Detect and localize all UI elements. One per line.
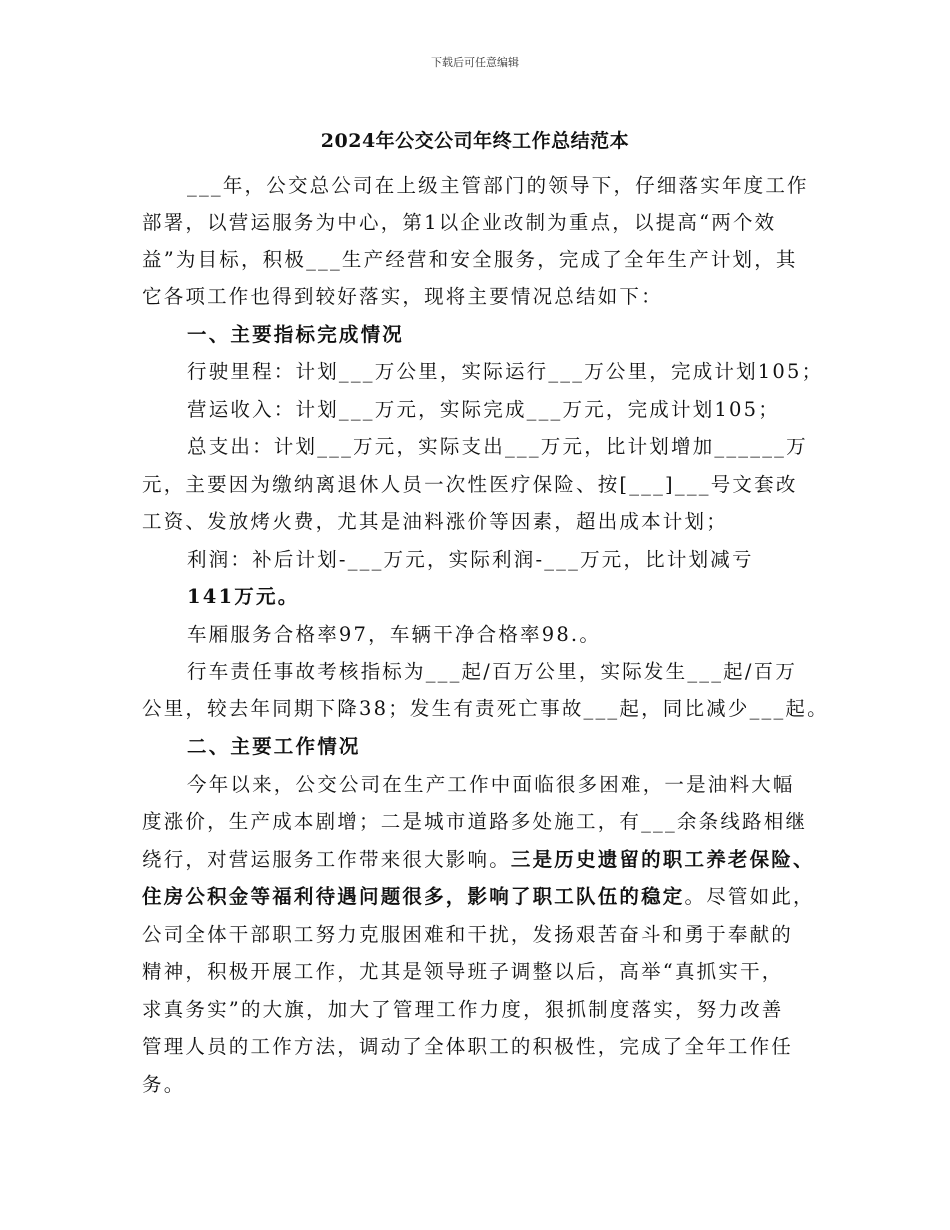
- paragraph-line: 益”为目标，积极___生产经营和安全服务，完成了全年生产计划，其: [142, 248, 798, 271]
- section-heading: 一、主要指标完成情况: [187, 323, 405, 346]
- paragraph-line: 管理人员的工作方法，调动了全体职工的积极性，完成了全年工作任: [142, 1035, 794, 1058]
- paragraph-line: 工资、发放烤火费，尤其是油料涨价等因素，超出成本计划；: [142, 510, 728, 533]
- paragraph-line: 利润：补后计划-___万元，实际利润-___万元，比计划减亏: [187, 548, 754, 571]
- paragraph-line: [142, 846, 822, 874]
- paragraph-line: 行车责任事故考核指标为___起/百万公里，实际发生___起/百万: [187, 660, 798, 683]
- paragraph-line: [142, 883, 822, 911]
- paragraph-fragment: 。尽管如此，: [684, 885, 815, 908]
- paragraph-line: 公里，较去年同期下降38；发生有责死亡事故___起，同比减少___起。: [142, 697, 829, 720]
- paragraph-line: 总支出：计划___万元，实际支出___万元，比计划增加______万: [187, 435, 808, 458]
- bold-fragment: 住房公积金等福利待遇问题很多，影响了职工队伍的稳定: [142, 885, 685, 908]
- paragraph-line: 它各项工作也得到较好落实，现将主要情况总结如下：: [142, 285, 663, 308]
- paragraph-line: 部署，以营运服务为中心，第1以企业改制为重点，以提高“两个效: [142, 211, 777, 234]
- paragraph-line: 营运收入：计划___万元，实际完成___万元，完成计划105；: [187, 398, 780, 421]
- paragraph-line: ___年，公交总公司在上级主管部门的领导下，仔细落实年度工作: [187, 174, 809, 197]
- paragraph-line: 度涨价，生产成本剧增；二是城市道路多处施工，有___余条线路相继: [142, 810, 808, 833]
- paragraph-line: 公司全体干部职工努力克服困难和干扰，发扬艰苦奋斗和勇于奉献的: [142, 923, 794, 946]
- paragraph-line: 精神，积极开展工作，尤其是领导班子调整以后，高举“真抓实干，: [142, 960, 784, 983]
- paragraph-fragment: 绕行，对营运服务工作带来很大影响。: [142, 848, 511, 871]
- bold-fragment: 三是历史遗留的职工养老保险、: [510, 848, 815, 871]
- paragraph-line: 今年以来，公交公司在生产工作中面临很多困难，一是油料大幅: [187, 773, 795, 796]
- paragraph-line: 车厢服务合格率97，车辆干净合格率98.。: [187, 623, 602, 646]
- document-title: 2024年公交公司年终工作总结范本: [320, 130, 630, 152]
- paragraph-line: 141万元。: [187, 585, 300, 608]
- paragraph-line: 求真务实”的大旗，加大了管理工作力度，狠抓制度落实，努力改善: [142, 998, 784, 1021]
- paragraph-line: 务。: [142, 1073, 186, 1096]
- paragraph-line: 元，主要因为缴纳离退休人员一次性医疗保险、按[___]___号文套改: [142, 473, 798, 496]
- section-heading: 二、主要工作情况: [187, 735, 361, 758]
- paragraph-line: 行驶里程：计划___万公里，实际运行___万公里，完成计划105；: [187, 360, 824, 383]
- header-note: 下载后可任意编辑: [431, 56, 519, 69]
